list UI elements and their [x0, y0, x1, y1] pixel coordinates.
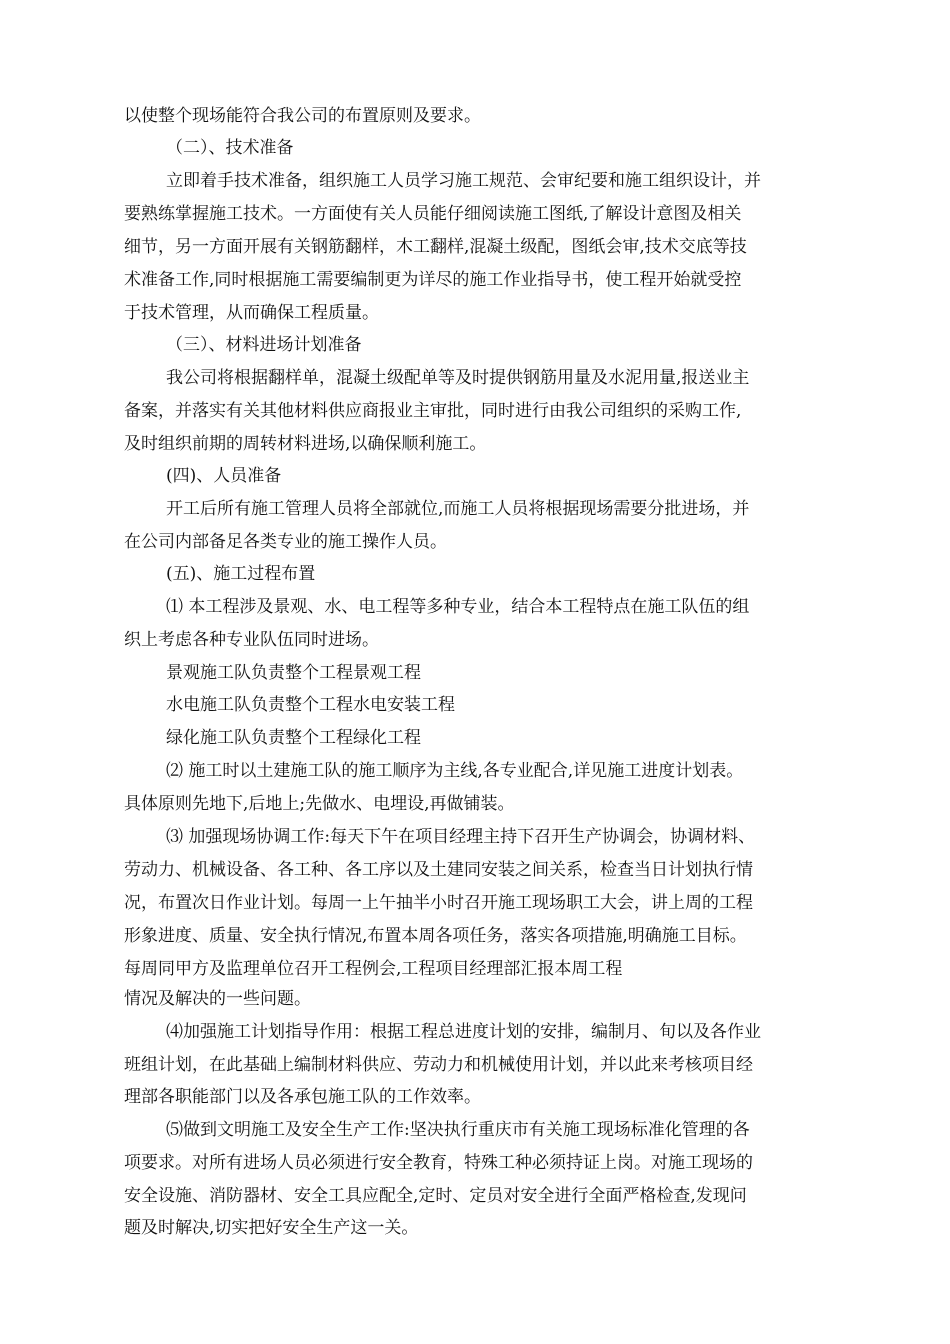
text-line: 织上考虑各种专业队伍同时进场。: [124, 630, 379, 650]
text-line: 具体原则先地下,后地上;先做水、电埋设,再做铺装。: [124, 794, 515, 814]
text-line: 于技术管理，从而确保工程质量。: [124, 303, 379, 323]
text-line: 在公司内部备足各类专业的施工操作人员。: [124, 532, 447, 552]
text-line: 况，布置次日作业计划。每周一上午抽半小时召开施工现场职工大会，讲上周的工程: [124, 893, 753, 913]
section-heading: (四)、人员准备: [166, 466, 282, 486]
text-line: 我公司将根据翻样单，混凝土级配单等及时提供钢筋用量及水泥用量,报送业主: [166, 368, 750, 388]
section-heading: (五)、施工过程布置: [166, 564, 316, 584]
text-line: 形象进度、质量、安全执行情况,布置本周各项任务，落实各项措施,明确施工目标。: [124, 926, 747, 946]
text-line: 劳动力、机械设备、各工种、各工序以及土建同安装之间关系，检查当日计划执行情: [124, 860, 753, 880]
text-line: 开工后所有施工管理人员将全部就位,而施工人员将根据现场需要分批进场，并: [166, 499, 750, 519]
text-line: 安全设施、消防器材、安全工具应配全,定时、定员对安全进行全面严格检查,发现问: [124, 1186, 747, 1206]
section-heading: （二）、技术准备: [166, 138, 294, 158]
text-line: ⑸做到文明施工及安全生产工作:坚决执行重庆市有关施工现场标准化管理的各: [166, 1120, 750, 1140]
text-line: ⑷加强施工计划指导作用：根据工程总进度计划的安排，编制月、旬以及各作业: [166, 1022, 761, 1042]
text-line: 细节，另一方面开展有关钢筋翻样，木工翻样,混凝土级配，图纸会审,技术交底等技: [124, 237, 747, 257]
text-line: 备案，并落实有关其他材料供应商报业主审批，同时进行由我公司组织的采购工作,: [124, 401, 742, 421]
text-line: 景观施工队负责整个工程景观工程: [166, 663, 421, 683]
text-line: 每周同甲方及监理单位召开工程例会,工程项目经理部汇报本周工程: [124, 959, 623, 979]
text-line: 要熟练掌握施工技术。一方面使有关人员能仔细阅读施工图纸,了解设计意图及相关: [124, 204, 742, 224]
text-line: 以使整个现场能符合我公司的布置原则及要求。: [124, 106, 481, 126]
text-line: 班组计划，在此基础上编制材料供应、劳动力和机械使用计划，并以此来考核项目经: [124, 1055, 753, 1075]
text-line: 题及时解决,切实把好安全生产这一关。: [124, 1218, 419, 1238]
text-line: 及时组织前期的周转材料进场,以确保顺利施工。: [124, 434, 487, 454]
text-line: 情况及解决的一些问题。: [124, 989, 311, 1009]
section-heading: （三）、材料进场计划准备: [166, 335, 362, 355]
text-line: 术准备工作,同时根据施工需要编制更为详尽的施工作业指导书，使工程开始就受控: [124, 270, 742, 290]
text-line: ⑶ 加强现场协调工作:每天下午在项目经理主持下召开生产协调会，协调材料、: [166, 827, 756, 847]
text-line: 立即着手技术准备，组织施工人员学习施工规范、会审纪要和施工组织设计，并: [166, 171, 761, 191]
text-line: ⑴ 本工程涉及景观、水、电工程等多种专业，结合本工程特点在施工队伍的组: [166, 597, 750, 617]
text-line: 项要求。对所有进场人员必须进行安全教育，特殊工种必须持证上岗。对施工现场的: [124, 1153, 753, 1173]
text-line: 水电施工队负责整个工程水电安装工程: [166, 695, 455, 715]
text-line: ⑵ 施工时以土建施工队的施工顺序为主线,各专业配合,详见施工进度计划表。: [166, 761, 744, 781]
text-line: 绿化施工队负责整个工程绿化工程: [166, 728, 421, 748]
text-line: 理部各职能部门以及各承包施工队的工作效率。: [124, 1087, 481, 1107]
